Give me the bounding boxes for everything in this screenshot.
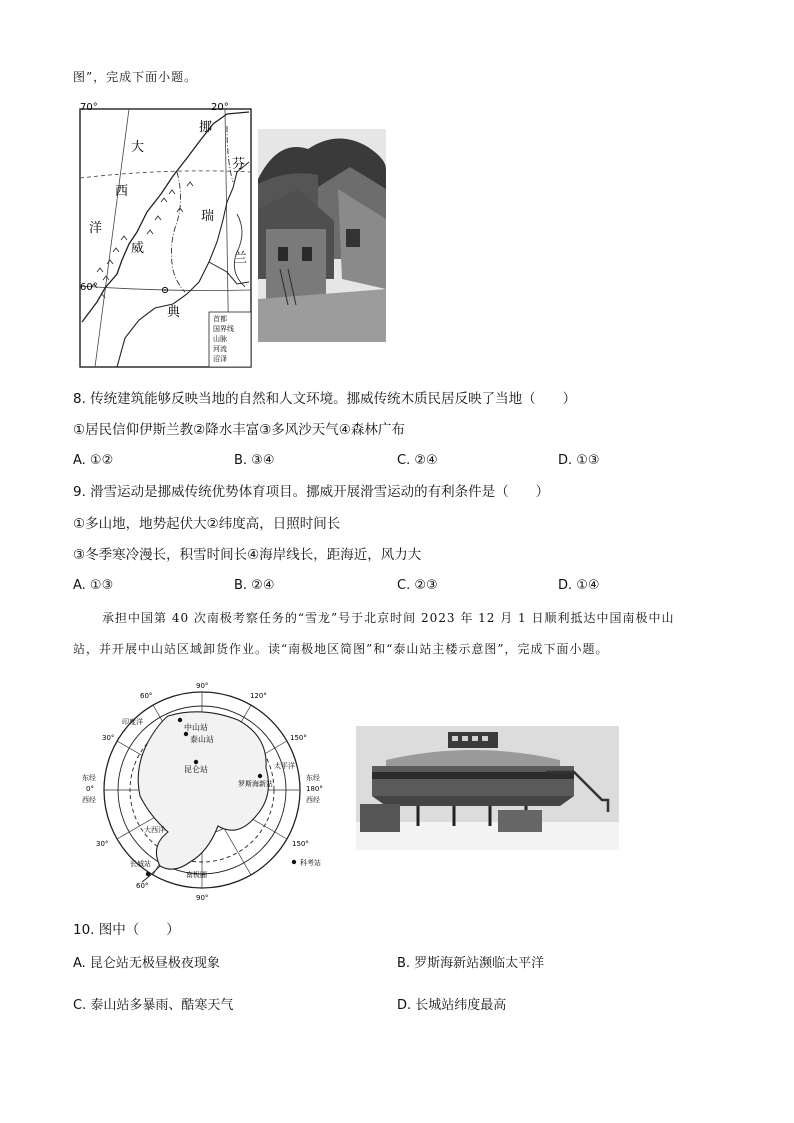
zhongshan-station-icon [178,718,182,722]
label-nuo: 挪 [199,120,213,135]
deg-150-r: 150° [290,734,307,742]
deg-60-tl: 60° [140,692,153,700]
q10-option-a[interactable]: A. 昆仑站无极昼极夜现象 [73,956,220,971]
deg-60-bl: 60° [136,882,149,890]
norway-house-photo [258,129,386,342]
q10-option-c[interactable]: C. 泰山站多暴雨、酷寒天气 [73,998,234,1013]
q10-option-b[interactable]: B. 罗斯海新站濒临太平洋 [397,956,545,971]
label-rui: 瑞 [201,209,215,224]
lon-left-label: 70° [80,102,98,113]
deg-90-bottom: 90° [196,894,209,902]
changcheng-label: 长城站 [130,860,151,868]
q8-option-d[interactable]: D. ①③ [558,453,600,468]
peninsula [142,866,160,882]
q9-items-line1: ①多山地，地势起伏大②纬度高，日照时间长 [73,516,341,532]
kunlun-station-icon [194,760,198,764]
east-lon-label: 东经 [82,774,96,782]
q10-option-d[interactable]: D. 长城站纬度最高 [397,998,507,1013]
antarctic-circle-label: 南极圈 [186,871,207,879]
legend-station-label: 科考站 [300,859,321,867]
q8-option-b[interactable]: B. ③④ [234,453,275,468]
zero-deg-label: 0° [86,785,94,793]
label-da: 大 [131,140,145,155]
taishan-station-icon [184,732,188,736]
atlantic-label: 大西洋 [144,826,165,834]
station-body [372,766,574,796]
q9-option-b[interactable]: B. ②④ [234,578,275,593]
q9-option-d[interactable]: D. ①④ [558,578,600,593]
intro-tail: 图”，完成下面小题。 [73,70,198,84]
label-dian: 典 [167,305,181,320]
q9-option-a[interactable]: A. ①③ [73,578,114,593]
legend-mountain: 山脉 [213,335,227,343]
zhongshan-label: 中山站 [184,723,208,732]
luosi-label: 罗斯海新站 [238,780,273,788]
label-fen: 芬 [232,157,246,172]
west-lon-right-label: 西经 [306,796,320,804]
legend-swamp: 沼泽 [213,355,227,363]
taishan-station-photo [356,726,619,850]
indian-ocean-label: 印度洋 [122,718,143,726]
q9-items-line2: ③冬季寒冷漫长，积雪时间长④海岸线长，距海近，风力大 [73,547,422,563]
east-lon-right-label: 东经 [306,774,320,782]
changcheng-station-icon [146,872,150,876]
house-wall [266,229,326,299]
lon-right-label: 20° [211,102,229,113]
q8-items: ①居民信仰伊斯兰教②降水丰富③多风沙天气④森林广布 [73,422,405,438]
q8-stem: 8. 传统建筑能够反映当地的自然和人文环境。挪威传统木质民居反映了当地（ ） [73,391,577,407]
q9-option-c[interactable]: C. ②③ [397,578,438,593]
label-wei: 威 [131,241,145,256]
q8-option-a[interactable]: A. ①② [73,453,114,468]
kunlun-label: 昆仑站 [184,765,208,774]
deg-180-label: 180° [306,785,323,793]
q9-stem: 9. 滑雪运动是挪威传统优势体育项目。挪威开展滑雪运动的有利条件是（ ） [73,484,550,500]
label-lan: 兰 [234,251,248,266]
legend-capital: 首都 [213,315,227,323]
deg-30-l: 30° [102,734,115,742]
label-yang: 洋 [89,221,103,236]
q10-stem: 10. 图中（ ） [73,922,180,938]
legend-river: 河流 [213,345,227,353]
legend-border: 国界线 [213,325,234,333]
deg-30-bl: 30° [96,840,109,848]
antarctic-map [78,676,338,904]
norway-map [77,102,255,370]
taishan-label: 泰山站 [190,735,214,744]
q8-option-c[interactable]: C. ②④ [397,453,438,468]
passage-line2: 站，并开展中山站区域卸货作业。读“南极地区简图”和“泰山站主楼示意图”，完成下面小题。 [73,642,609,656]
deg-150-br: 150° [292,840,309,848]
west-lon-label: 西经 [82,796,96,804]
pacific-label: 太平洋 [274,762,295,770]
luosi-station-icon [258,774,262,778]
legend-station-icon [292,860,296,864]
deg-90-top: 90° [196,682,209,690]
label-xi: 西 [115,184,129,199]
lat-bottom-label: 60° [80,282,98,293]
passage-line1: 承担中国第 40 次南极考察任务的“雪龙”号于北京时间 2023 年 12 月 1 日顺利抵达中国南极中山 [102,611,675,625]
deg-120-tr: 120° [250,692,267,700]
